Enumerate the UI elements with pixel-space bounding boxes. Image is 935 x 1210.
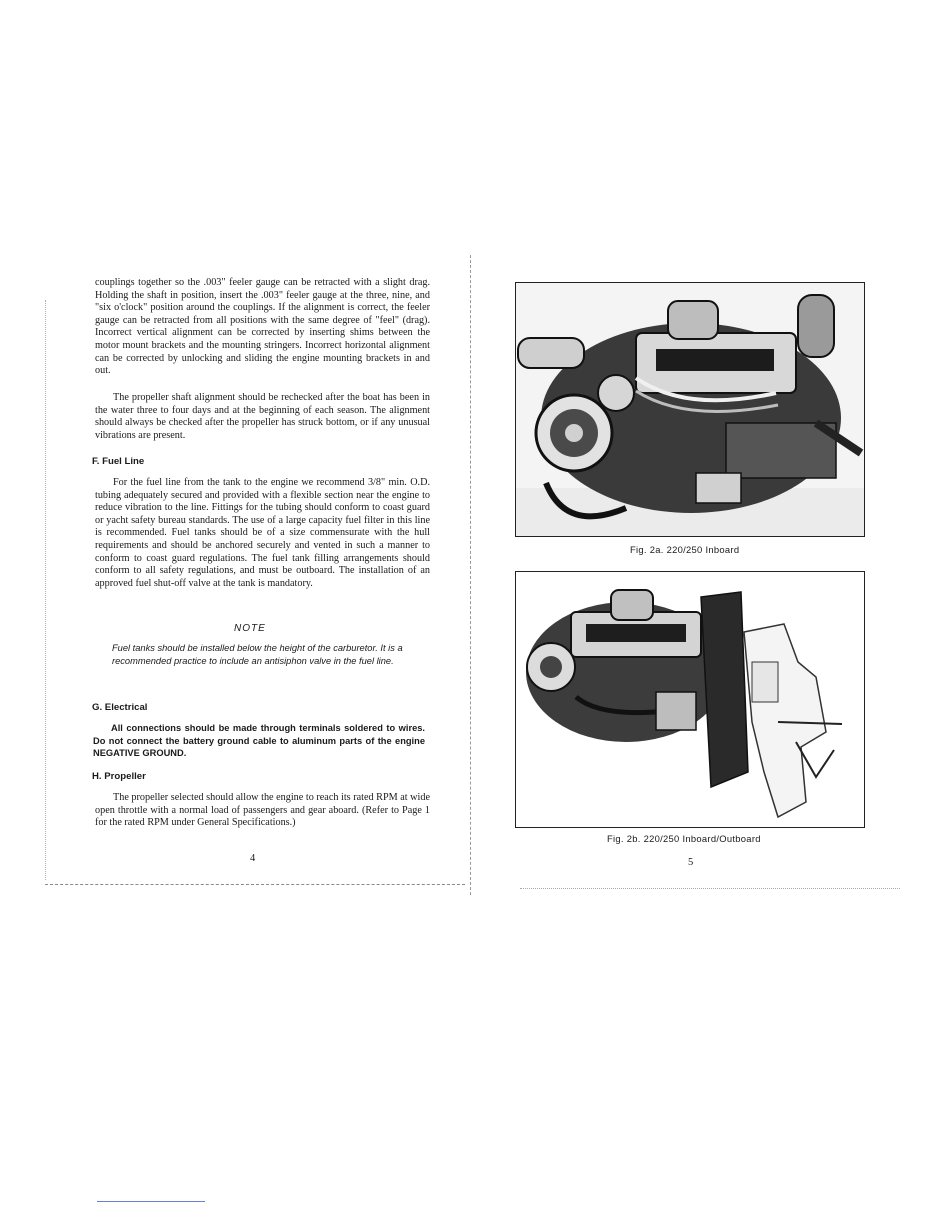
inboard-outboard-engine-illustration <box>516 572 864 827</box>
inboard-engine-illustration <box>516 283 864 536</box>
figure-2b-caption: Fig. 2b. 220/250 Inboard/Outboard <box>607 833 761 844</box>
hyperlink-underline[interactable] <box>97 1201 205 1202</box>
electrical-heading: G. Electrical <box>92 702 148 713</box>
propeller-paragraph: The propeller selected should allow the engine to reach its rated RPM at wide open throttle with a normal load of passengers and gear aboard. (Refer to Page 1 for the rated RPM under General Specifications.) <box>95 792 430 829</box>
figure-2b-inboard-outboard-engine-photo <box>515 571 865 828</box>
note-text: Fuel tanks should be installed below the height of the carburetor. It is a recommended practice to include an antisiphon valve in the fuel line. <box>112 643 403 666</box>
left-page-number: 4 <box>250 853 256 864</box>
electrical-paragraph: All connections should be made through terminals soldered to wires. Do not connect the battery ground cable to aluminum parts of the engine NEGATIVE GROUND. <box>93 723 425 759</box>
figure-2a-inboard-engine-photo <box>515 282 865 537</box>
figure-2a-caption: Fig. 2a. 220/250 Inboard <box>630 544 740 555</box>
fuel-line-heading: F. Fuel Line <box>92 456 145 467</box>
right-page-number: 5 <box>688 857 694 868</box>
alignment-paragraph: couplings together so the .003" feeler gauge can be retracted with a slight drag. Holding the shaft in position, insert the .003" feeler gauge at the three, nine, and "six o'clock" position around the couplings. If the alignment is correct, the feeler gauge can be retracted from all positions with the same degree of "feel" (drag). Incorrect vertical alignment can be corrected by inserting shims between the motor mount brackets and the mounting stringers. Incorrect horizontal alignment can be corrected by unlocking and sliding the engine mounting brackets in and out. <box>95 277 430 377</box>
note-title: NOTE <box>234 623 266 634</box>
propeller-heading: H. Propeller <box>92 771 146 782</box>
recheck-paragraph: The propeller shaft alignment should be rechecked after the boat has been in the water three to four days and at the beginning of each season. The alignment should always be checked after the propeller has struck bottom, or if any unusual vibrations are present. <box>95 392 430 441</box>
fuel-line-paragraph: For the fuel line from the tank to the engine we recommend 3/8" min. O.D. tubing adequately secured and provided with a flexible section near the engine to reduce vibration to the line. Fittings for the tubing should conform to coast guard or yacht safety bureau standards. The use of a large capacity fuel filter in this line is recommended. Fuel tanks should be of a size commensurate with the hull requirements and should be anchored securely and vented in such a manner to conform to coast guard regulations. The fuel tank filling arrangements should conform to all safety regulations, and must be outboard. The installation of an approved fuel shut-off valve at the tank is mandatory. <box>95 477 430 589</box>
